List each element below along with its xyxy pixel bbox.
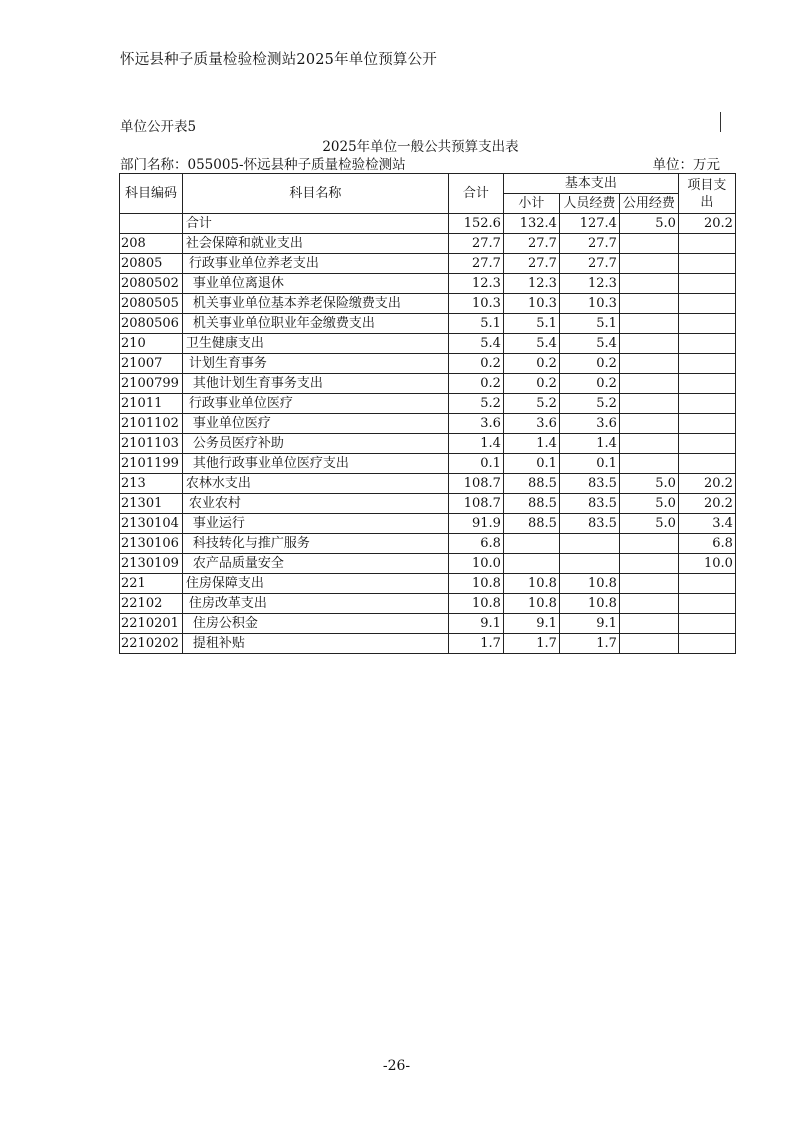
cell-name: 农林水支出 [182,474,448,494]
cell-code: 2210201 [120,614,183,634]
cell-total: 6.8 [448,534,503,554]
cell-total: 27.7 [448,234,503,254]
margin-line [720,112,721,132]
table-row [120,494,736,514]
cell-name: 行政事业单位养老支出 [182,254,448,274]
cell-public [619,394,678,414]
department-name: 部门名称：055005-怀远县种子质量检验检测站 [120,157,406,173]
cell-code: 2130106 [120,534,183,554]
cell-project [678,234,735,254]
cell-subtotal: 88.5 [503,514,559,534]
cell-code: 2080506 [120,314,183,334]
table-row [120,334,736,354]
cell-total: 27.7 [448,254,503,274]
cell-subtotal: 0.2 [503,354,559,374]
table-row [120,374,736,394]
cell-code: 2100799 [120,374,183,394]
cell-public: 5.0 [619,494,678,514]
cell-subtotal: 12.3 [503,274,559,294]
cell-subtotal: 27.7 [503,254,559,274]
cell-project [678,334,735,354]
cell-code: 22102 [120,594,183,614]
cell-name: 其他计划生育事务支出 [182,374,448,394]
cell-project [678,594,735,614]
table-row [120,594,736,614]
cell-subtotal: 3.6 [503,414,559,434]
cell-public [619,294,678,314]
cell-public [619,614,678,634]
table-row [120,454,736,474]
cell-name: 社会保障和就业支出 [182,234,448,254]
cell-name: 公务员医疗补助 [182,434,448,454]
header-project-text: 项目支出 [687,177,727,210]
cell-personnel: 10.8 [559,594,619,614]
cell-personnel: 9.1 [559,614,619,634]
cell-public [619,594,678,614]
cell-project [678,294,735,314]
cell-public [619,314,678,334]
header-subtotal: 小计 [503,194,559,214]
cell-subtotal [503,534,559,554]
cell-total: 10.3 [448,294,503,314]
cell-name: 农业农村 [182,494,448,514]
cell-subtotal: 10.3 [503,294,559,314]
cell-public [619,334,678,354]
cell-project [678,394,735,414]
cell-name: 提租补贴 [182,634,448,654]
cell-name: 农产品质量安全 [182,554,448,574]
cell-project [678,314,735,334]
cell-project [678,254,735,274]
table-row [120,294,736,314]
table-tag: 单位公开表5 [120,119,197,135]
header-basic: 基本支出 [503,174,678,194]
budget-table [119,173,736,654]
cell-code [120,214,183,234]
cell-personnel: 83.5 [559,494,619,514]
cell-project [678,574,735,594]
table-row [120,214,736,234]
cell-public [619,254,678,274]
cell-subtotal: 27.7 [503,234,559,254]
cell-code: 2101102 [120,414,183,434]
cell-personnel: 27.7 [559,254,619,274]
cell-personnel: 10.8 [559,574,619,594]
cell-project: 6.8 [678,534,735,554]
header-public: 公用经费 [619,194,678,214]
cell-personnel: 1.4 [559,434,619,454]
cell-project: 20.2 [678,474,735,494]
cell-name: 事业单位离退休 [182,274,448,294]
cell-personnel: 1.7 [559,634,619,654]
cell-personnel: 0.1 [559,454,619,474]
cell-name: 计划生育事务 [182,354,448,374]
cell-total: 10.0 [448,554,503,574]
table-row [120,354,736,374]
cell-personnel: 12.3 [559,274,619,294]
cell-project: 20.2 [678,494,735,514]
cell-subtotal [503,554,559,574]
cell-subtotal: 5.2 [503,394,559,414]
table-row [120,434,736,454]
cell-code: 2080502 [120,274,183,294]
cell-total: 152.6 [448,214,503,234]
cell-code: 210 [120,334,183,354]
cell-total: 108.7 [448,494,503,514]
cell-project [678,274,735,294]
cell-subtotal: 10.8 [503,574,559,594]
cell-subtotal: 5.4 [503,334,559,354]
cell-total: 10.8 [448,594,503,614]
cell-subtotal: 0.2 [503,374,559,394]
cell-total: 5.1 [448,314,503,334]
header-name: 科目名称 [182,174,448,214]
cell-subtotal: 0.1 [503,454,559,474]
cell-project [678,414,735,434]
cell-public [619,634,678,654]
cell-project [678,374,735,394]
header-code: 科目编码 [120,174,183,214]
table-row [120,514,736,534]
cell-name: 住房保障支出 [182,574,448,594]
cell-code: 2080505 [120,294,183,314]
cell-personnel: 5.4 [559,334,619,354]
cell-code: 208 [120,234,183,254]
cell-personnel: 127.4 [559,214,619,234]
cell-name: 其他行政事业单位医疗支出 [182,454,448,474]
page-header: 怀远县种子质量检验检测站2025年单位预算公开 [120,52,437,68]
table-row [120,234,736,254]
cell-total: 5.2 [448,394,503,414]
cell-code: 2130104 [120,514,183,534]
cell-name: 卫生健康支出 [182,334,448,354]
cell-personnel [559,554,619,574]
table-row [120,634,736,654]
cell-public [619,354,678,374]
cell-project [678,614,735,634]
cell-public [619,434,678,454]
cell-public: 5.0 [619,514,678,534]
cell-project [678,434,735,454]
cell-code: 2210202 [120,634,183,654]
cell-total: 91.9 [448,514,503,534]
cell-name: 住房公积金 [182,614,448,634]
cell-public: 5.0 [619,474,678,494]
cell-total: 0.1 [448,454,503,474]
table-row [120,474,736,494]
cell-public [619,374,678,394]
cell-total: 1.7 [448,634,503,654]
table-row [120,574,736,594]
cell-total: 5.4 [448,334,503,354]
cell-name: 住房改革支出 [182,594,448,614]
cell-total: 0.2 [448,354,503,374]
cell-total: 10.8 [448,574,503,594]
cell-project [678,454,735,474]
cell-total: 108.7 [448,474,503,494]
cell-public [619,274,678,294]
cell-personnel: 83.5 [559,514,619,534]
cell-personnel: 5.2 [559,394,619,414]
cell-subtotal: 88.5 [503,494,559,514]
cell-code: 2101103 [120,434,183,454]
cell-public [619,534,678,554]
cell-code: 21007 [120,354,183,374]
cell-public [619,454,678,474]
cell-code: 2130109 [120,554,183,574]
cell-name: 科技转化与推广服务 [182,534,448,554]
cell-public [619,414,678,434]
cell-subtotal: 1.4 [503,434,559,454]
table-row [120,274,736,294]
cell-project [678,354,735,374]
cell-code: 21301 [120,494,183,514]
cell-subtotal: 5.1 [503,314,559,334]
table-row [120,534,736,554]
cell-name: 行政事业单位医疗 [182,394,448,414]
cell-subtotal: 9.1 [503,614,559,634]
cell-subtotal: 10.8 [503,594,559,614]
header-personnel: 人员经费 [559,194,619,214]
cell-public [619,574,678,594]
header-project [678,174,735,214]
cell-code: 213 [120,474,183,494]
cell-total: 0.2 [448,374,503,394]
cell-total: 9.1 [448,614,503,634]
table-row [120,314,736,334]
page-number: -26- [382,1058,411,1074]
cell-personnel: 5.1 [559,314,619,334]
cell-personnel [559,534,619,554]
cell-public [619,554,678,574]
cell-code: 2101199 [120,454,183,474]
cell-subtotal: 132.4 [503,214,559,234]
table-row [120,254,736,274]
cell-project [678,634,735,654]
cell-project: 10.0 [678,554,735,574]
cell-subtotal: 88.5 [503,474,559,494]
cell-code: 21011 [120,394,183,414]
cell-code: 20805 [120,254,183,274]
cell-public: 5.0 [619,214,678,234]
cell-personnel: 83.5 [559,474,619,494]
unit-label: 单位：万元 [652,157,720,173]
cell-code: 221 [120,574,183,594]
cell-name: 事业单位医疗 [182,414,448,434]
cell-public [619,234,678,254]
cell-project: 20.2 [678,214,735,234]
cell-project: 3.4 [678,514,735,534]
cell-subtotal: 1.7 [503,634,559,654]
cell-personnel: 27.7 [559,234,619,254]
table-row [120,414,736,434]
cell-personnel: 0.2 [559,354,619,374]
cell-total: 3.6 [448,414,503,434]
cell-total: 1.4 [448,434,503,454]
cell-name: 事业运行 [182,514,448,534]
table-row [120,554,736,574]
table-title: 2025年单位一般公共预算支出表 [322,139,519,155]
cell-personnel: 0.2 [559,374,619,394]
cell-name: 机关事业单位职业年金缴费支出 [182,314,448,334]
cell-name: 合计 [182,214,448,234]
header-total: 合计 [448,174,503,214]
table-row [120,394,736,414]
table-row [120,614,736,634]
cell-personnel: 10.3 [559,294,619,314]
cell-total: 12.3 [448,274,503,294]
cell-personnel: 3.6 [559,414,619,434]
cell-name: 机关事业单位基本养老保险缴费支出 [182,294,448,314]
